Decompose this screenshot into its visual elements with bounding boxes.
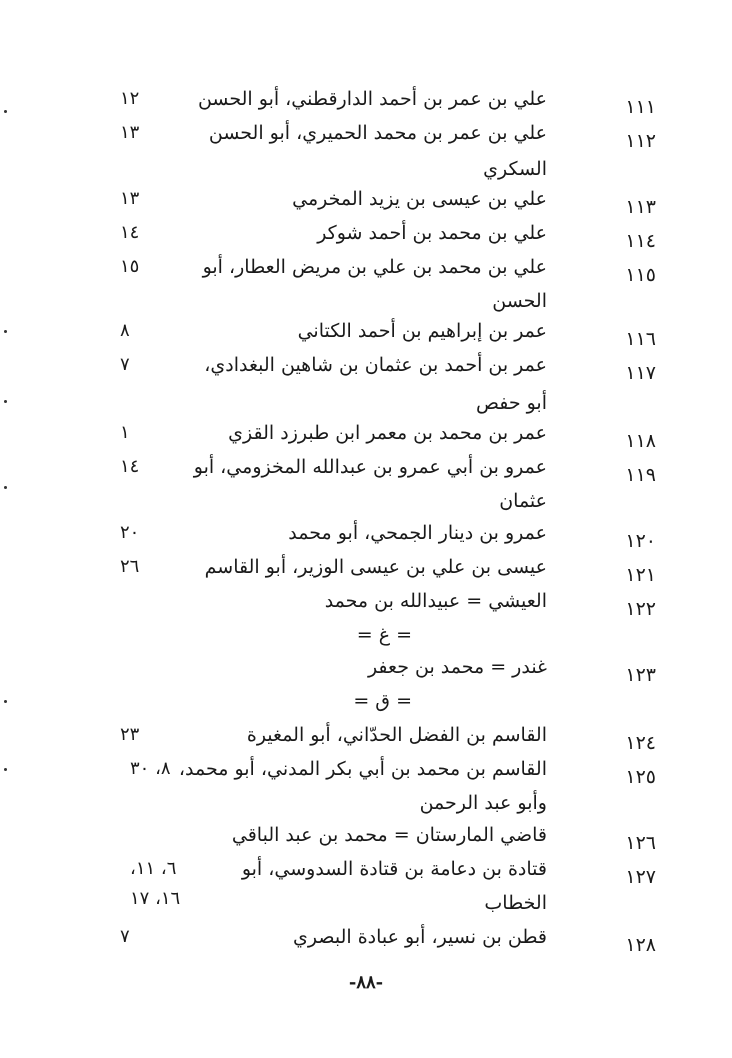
entry-number: ١٢٨ — [625, 934, 656, 956]
entry-number: ١١٧ — [625, 362, 656, 384]
scan-speck — [4, 700, 7, 703]
index-entry — [0, 556, 732, 590]
scan-speck — [4, 768, 7, 771]
entry-number: ١٢٦ — [625, 832, 656, 854]
entry-name: قتادة بن دعامة بن قتادة السدوسي، أبو — [241, 858, 547, 880]
page-number: -٨٨- — [348, 972, 384, 993]
index-entry — [0, 590, 732, 624]
entry-number: ١٢٣ — [625, 664, 656, 686]
entry-number: ١٢٥ — [625, 766, 656, 788]
entry-number: ١٢٠ — [625, 530, 656, 552]
entry-number: ١١٦ — [625, 328, 656, 350]
entry-name-continuation: وأبو عبد الرحمن — [419, 792, 547, 814]
entry-name-continuation: عثمان — [499, 490, 547, 512]
entry-name: عمرو بن أبي عمرو بن عبدالله المخزومي، أبو — [193, 456, 547, 478]
entry-pages: ١٣ — [120, 188, 140, 209]
scan-speck — [4, 330, 7, 333]
entry-number: ١١٤ — [625, 230, 656, 252]
index-entry — [0, 926, 732, 960]
index-entry — [0, 320, 732, 354]
entry-number: ١١٩ — [625, 464, 656, 486]
index-entry — [0, 758, 732, 792]
entry-pages: ١٤ — [120, 222, 140, 243]
scan-speck — [4, 486, 7, 489]
entry-name: عمر بن محمد بن معمر ابن طبرزد القزي — [228, 422, 547, 444]
entry-pages: ٦، ١١، — [130, 858, 177, 879]
index-entry — [0, 256, 732, 290]
index-entry — [0, 456, 732, 490]
entry-name: قطن بن نسير، أبو عبادة البصري — [293, 926, 547, 948]
entry-pages-continuation: ١٦، ١٧ — [130, 888, 181, 909]
index-entry — [0, 188, 732, 222]
entry-name: عمر بن إبراهيم بن أحمد الكتاني — [297, 320, 547, 342]
index-entry — [0, 222, 732, 256]
entry-pages: ٢٣ — [120, 724, 140, 745]
index-entry — [0, 354, 732, 388]
entry-name: علي بن عمر بن أحمد الدارقطني، أبو الحسن — [197, 88, 547, 110]
entry-name: علي بن محمد بن علي بن مريض العطار، أبو — [202, 256, 547, 278]
entry-name: علي بن عمر بن محمد الحميري، أبو الحسن — [208, 122, 547, 144]
entry-name: عمر بن أحمد بن عثمان بن شاهين البغدادي، — [204, 354, 547, 376]
entry-pages: ٨، ٣٠ — [130, 758, 171, 779]
index-entry — [0, 522, 732, 556]
entry-name: القاسم بن محمد بن أبي بكر المدني، أبو محمد، — [178, 758, 547, 780]
index-entry — [0, 824, 732, 858]
entry-number: ١١٣ — [625, 196, 656, 218]
entry-name-continuation: الخطاب — [484, 892, 547, 914]
index-entry — [0, 88, 732, 122]
index-entry — [0, 656, 732, 690]
entry-pages: ٢٠ — [120, 522, 140, 543]
entry-name: علي بن عيسى بن يزيد المخرمي — [292, 188, 547, 210]
section-letter-ghain: = غ = — [356, 624, 412, 646]
scan-speck — [4, 110, 7, 113]
entry-number: ١١١ — [625, 96, 656, 118]
entry-name-continuation: أبو حفص — [475, 392, 547, 414]
entry-pages: ٢٦ — [120, 556, 140, 577]
entry-name: عيسى بن علي بن عيسى الوزير، أبو القاسم — [204, 556, 547, 578]
entry-number: ١١٨ — [625, 430, 656, 452]
entry-pages: ١ — [120, 422, 130, 443]
entry-name-continuation: الحسن — [492, 290, 547, 312]
entry-pages: ٧ — [120, 354, 130, 375]
entry-pages: ١٢ — [120, 88, 140, 109]
entry-name-continuation: السكري — [483, 158, 547, 180]
index-entry — [0, 858, 732, 892]
entry-name: قاضي المارستان = محمد بن عبد الباقي — [231, 824, 547, 846]
entry-number: ١١٥ — [625, 264, 656, 286]
entry-name: القاسم بن الفضل الحدّاني، أبو المغيرة — [246, 724, 547, 746]
scan-speck — [4, 400, 7, 403]
entry-number: ١٢٧ — [625, 866, 656, 888]
entry-name: علي بن محمد بن أحمد شوكر — [317, 222, 547, 244]
entry-number: ١٢٢ — [625, 598, 656, 620]
entry-number: ١٢١ — [625, 564, 656, 586]
index-entry — [0, 122, 732, 156]
entry-pages: ١٤ — [120, 456, 140, 477]
entry-name: غندر = محمد بن جعفر — [367, 656, 547, 678]
entry-name: العيشي = عبيدالله بن محمد — [324, 590, 547, 612]
index-entry — [0, 724, 732, 758]
entry-number: ١١٢ — [625, 130, 656, 152]
index-entry — [0, 422, 732, 456]
entry-number: ١٢٤ — [625, 732, 656, 754]
entry-pages: ٨ — [120, 320, 130, 341]
entry-name: عمرو بن دينار الجمحي، أبو محمد — [288, 522, 547, 544]
section-letter-qaf: = ق = — [353, 690, 412, 712]
entry-pages: ٧ — [120, 926, 130, 947]
entry-pages: ١٥ — [120, 256, 140, 277]
entry-pages: ١٣ — [120, 122, 140, 143]
